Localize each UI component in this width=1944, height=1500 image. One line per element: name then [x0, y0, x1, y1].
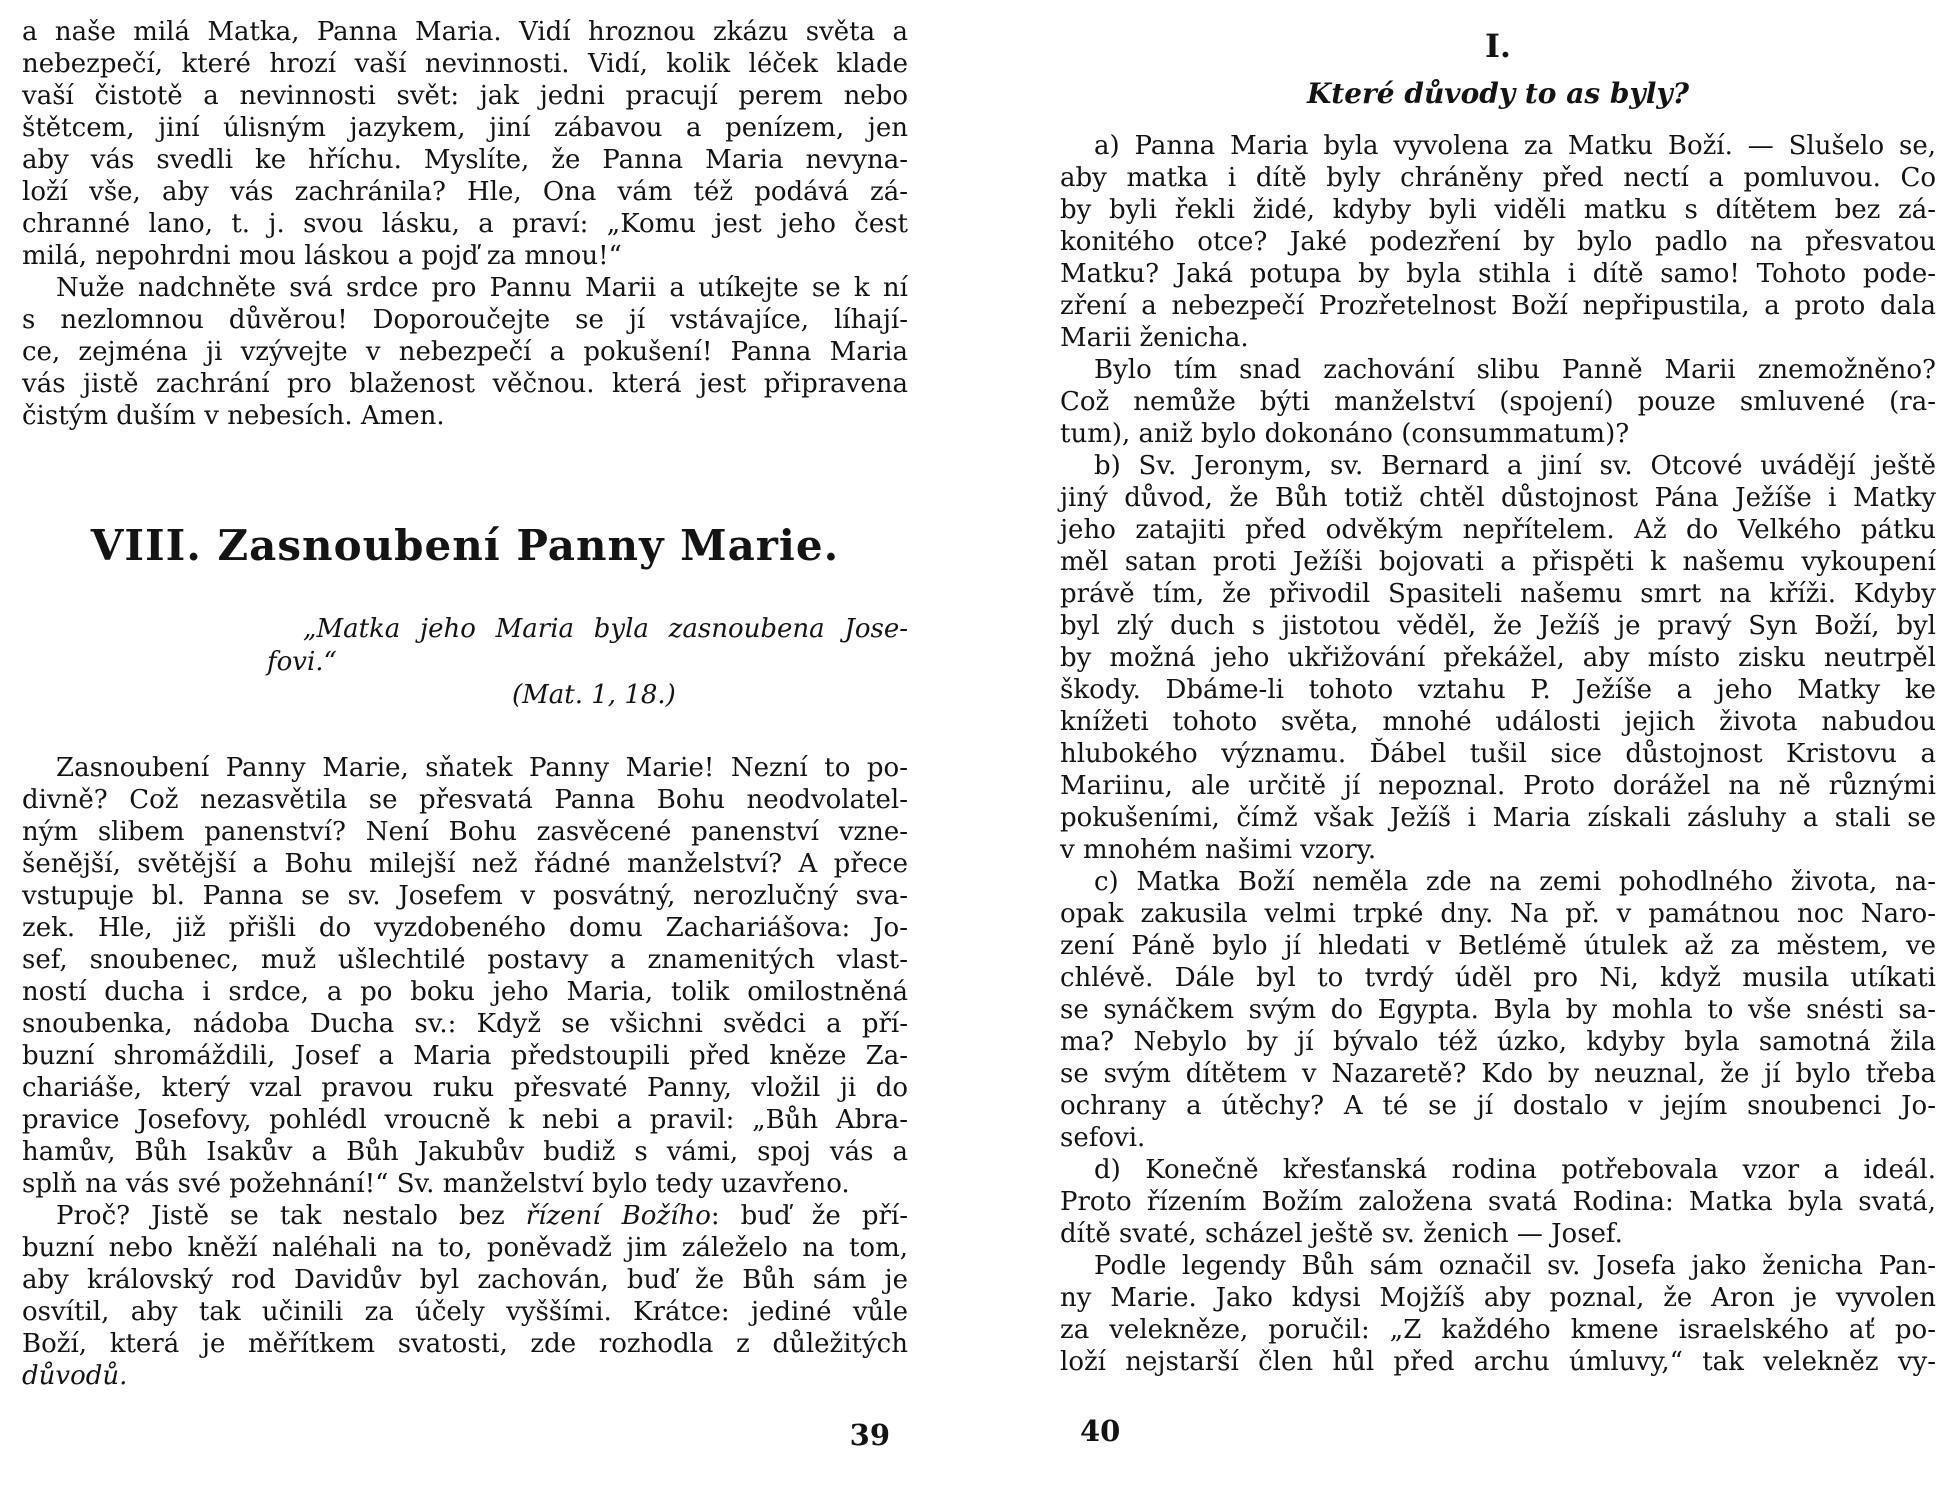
- text-line: snoubenka, nádoba Ducha sv.: Když se všichni svědci a pří-: [22, 1009, 908, 1039]
- text-line: knížeti tohoto světa, mnohé události jejich života nabudou: [1060, 707, 1936, 737]
- text-line: loží vše, aby vás zachránila? Hle, Ona vám též podává zá-: [22, 177, 908, 207]
- text-line: aby matka i dítě byly chráněny před nectí a pomluvou. Co: [1060, 163, 1936, 193]
- text-line: právě tím, že přivodil Spasiteli našemu smrt na kříži. Kdyby: [1060, 579, 1936, 609]
- text-line: opak zakusila velmi trpké dny. Na př. v památnou noc Naro-: [1060, 899, 1936, 929]
- quote-line: „Matka jeho Maria byla zasnoubena Jose-: [303, 614, 908, 644]
- page-number: 40: [1080, 1414, 1121, 1448]
- text-line: Nuže nadchněte svá srdce pro Pannu Marii a utíkejte se k ní: [56, 273, 908, 303]
- text-line: ným slibem panenství? Není Bohu zasvěcené panenství vzne-: [22, 817, 908, 847]
- text-line: konitého otce? Jaké podezření by bylo padlo na přesvatou: [1060, 227, 1936, 257]
- text-line: šenější, světější a Bohu milejší než řádné manželství? A přece: [22, 849, 908, 879]
- text-line: Matku? Jaká potupa by byla stihla i dítě samo! Tohoto pode-: [1060, 259, 1936, 289]
- text-line: za velekněze, poručil: „Z každého kmene israelského ať po-: [1060, 1315, 1936, 1345]
- text-line: splň na vás své požehnání!“ Sv. manželství bylo tedy uzavřeno.: [22, 1169, 850, 1199]
- text-line: jiný důvod, že Bůh totiž chtěl důstojnost Pána Ježíše i Matky: [1060, 483, 1936, 513]
- paragraph-b: [1060, 450, 1936, 866]
- paragraph-exhortation: [22, 272, 908, 432]
- text-line: zek. Hle, již přišli do vyzdobeného domu Zachariášova: Jo-: [22, 913, 908, 943]
- text-line: ochrany a útěchy? A té se jí dostalo v jejím snoubenci Jo-: [1060, 1091, 1936, 1121]
- text-line: a) Panna Maria byla vyvolena za Matku Boží. — Slušelo se,: [1094, 131, 1936, 161]
- section-title: Které důvody to as byly?: [1306, 77, 1690, 110]
- text-line: jeho zatajiti před odvěkým nepřítelem. Až do Velkého pátku: [1060, 515, 1936, 545]
- text-line: zení Páně bylo jí hledati v Betlémě útulek až za městem, ve: [1060, 931, 1936, 961]
- text-line: se svým dítětem v Nazaretě? Kdo by neuznal, že jí bylo třeba: [1060, 1059, 1936, 1089]
- page-right: [1060, 16, 1936, 1448]
- text-line: Zasnoubení Panny Marie, sňatek Panny Marie! Nezní to po-: [56, 753, 908, 783]
- text-line: ma? Nebylo by jí bývalo též úzko, kdyby byla samotná žila: [1060, 1027, 1936, 1057]
- text-line: Proto řízením Božím založena svatá Rodina: Matka byla svatá,: [1060, 1187, 1936, 1217]
- scripture-quote: [267, 613, 908, 712]
- scripture-reference: (Mat. 1, 18.): [512, 680, 676, 710]
- text-line: c) Matka Boží neměla zde na zemi pohodlného života, na-: [1094, 867, 1936, 897]
- paragraph-vow: [1060, 354, 1936, 450]
- text-line: vaší čistotě a nevinnosti svět: jak jedni pracují perem nebo: [22, 81, 908, 111]
- text-line: Což nemůže býti manželství (spojení) pouze smluvené (ra-: [1060, 387, 1936, 417]
- text-line: hlubokého významu. Ďábel tušil sice důstojnost Kristovu a: [1060, 739, 1936, 769]
- text-line: pokušeními, čímž však Ježíš i Maria získali zásluhy a stali se: [1060, 803, 1936, 833]
- text-line: divně? Což nezasvětila se přesvatá Panna Bohu neodvolatel-: [22, 785, 908, 815]
- paragraph-betrothal: [22, 752, 908, 1200]
- text-line: tum), aniž bylo dokonáno (consummatum)?: [1060, 419, 1630, 449]
- text-line: aby vás svedli ke hříchu. Myslíte, že Panna Maria nevyna-: [22, 145, 908, 175]
- text-line: by byli řekli židé, kdyby byli viděli matku s dítětem bez zá-: [1060, 195, 1936, 225]
- text-line: buzní nebo kněží naléhali na to, poněvadž jim záleželo na tom,: [22, 1233, 908, 1263]
- text-line: [22, 1200, 908, 1232]
- paragraph-continuation: [22, 16, 908, 272]
- text-line: chranné lano, t. j. svou lásku, a praví: „Komu jest jeho čest: [22, 209, 908, 239]
- text-line: buzní shromáždili, Josef a Maria předstoupili před kněze Za-: [22, 1041, 908, 1071]
- text-line: milá, nepohrdni mou láskou a pojď za mnou!“: [22, 241, 622, 271]
- text-line: b) Sv. Jeronym, sv. Bernard a jiní sv. Otcové uvádějí ještě: [1094, 451, 1936, 481]
- text-line: Bylo tím snad zachování slibu Panně Marii znemožněno?: [1094, 355, 1936, 385]
- text-line: Podle legendy Bůh sám označil sv. Josefa jako ženicha Pan-: [1094, 1251, 1936, 1281]
- text-line: Mariinu, ale určitě jí nepoznal. Proto dorážel na ně různými: [1060, 771, 1936, 801]
- text-line: štětcem, jiní úlisným jazykem, jiní zábavou a penízem, jen: [22, 113, 908, 143]
- text-line: by možná jeho ukřižování překážel, aby místo zisku neutrpěl: [1060, 643, 1936, 673]
- paragraph-c: [1060, 866, 1936, 1154]
- text-line: s nezlomnou důvěrou! Doporoučejte se jí vstávajíce, líhají-: [22, 305, 908, 335]
- text-line: zření a nebezpečí Prozřetelnost Boží nepřipustila, a proto dala: [1060, 291, 1936, 321]
- text-line: a naše milá Matka, Panna Maria. Vidí hroznou zkázu světa a: [22, 17, 908, 47]
- text-line: aby královský rod Davidův byl zachován, buď že Bůh sám je: [22, 1265, 908, 1295]
- text-line: chlévě. Dále byl to tvrdý úděl pro Ni, když musila utíkati: [1060, 963, 1936, 993]
- text-line: vstupuje bl. Panna se sv. Josefem v posvátný, nerozlučný sva-: [22, 881, 908, 911]
- text-line: loží nejstarší člen hůl před archu úmluvy,“ tak velekněz vy-: [1060, 1347, 1936, 1377]
- text-segment: důvodů.: [22, 1361, 128, 1391]
- text-line: nebezpečí, které hrozí vaší nevinnosti. Vidí, kolik léček klade: [22, 49, 908, 79]
- text-line: Marii ženicha.: [1060, 323, 1249, 353]
- text-line: d) Konečně křesťanská rodina potřebovala vzor a ideál.: [1094, 1155, 1936, 1185]
- text-line: v mnohém našimi vzory.: [1060, 835, 1377, 865]
- text-line: ností ducha i srdce, a po boku jeho Maria, tolik omilostněná: [22, 977, 908, 1007]
- paragraph-d: [1060, 1154, 1936, 1250]
- text-line: ce, zejména ji vzývejte v nebezpečí a pokušení! Panna Maria: [22, 337, 908, 367]
- text-line: sef, snoubenec, muž ušlechtilé postavy a znamenitých vlast-: [22, 945, 908, 975]
- text-line: hamův, Bůh Isakův a Bůh Jakubův budiž s vámi, spoj vás a: [22, 1137, 908, 1167]
- text-segment: Proč? Jistě se tak nestalo bez: [56, 1201, 526, 1231]
- page-left: [22, 16, 909, 1452]
- text-line: vás jistě zachrání pro blaženost věčnou. která jest připravena: [22, 369, 908, 399]
- quote-line: fovi.“: [267, 647, 337, 677]
- chapter-heading: VIII. Zasnoubení Panny Marie.: [90, 521, 840, 570]
- paragraph-a: [1060, 130, 1936, 354]
- text-line: škody. Dbáme-li tohoto vztahu P. Ježíše a jeho Matky ke: [1060, 675, 1936, 705]
- text-line: se synáčkem svým do Egypta. Byla by mohla to vše snésti sa-: [1060, 995, 1936, 1025]
- text-line: ny Marie. Jako kdysi Mojžíš aby poznal, že Aron je vyvolen: [1060, 1283, 1936, 1313]
- text-line: dítě svaté, scházel ještě sv. ženich — Josef.: [1060, 1219, 1623, 1249]
- text-line: osvítil, aby tak učinili za účely vyššími. Krátce: jediné vůle: [22, 1297, 908, 1327]
- text-line: byl zlý duch s jistotou věděl, že Ježíš je pravý Syn Boží, byl: [1060, 611, 1936, 641]
- text-line: měl satan proti Ježíši bojovati a přispěti k našemu vykoupení: [1060, 547, 1936, 577]
- section-numeral: I.: [1484, 27, 1512, 65]
- text-line: chariáše, který vzal pravou ruku přesvaté Panny, vložil ji do: [22, 1073, 908, 1103]
- text-line: [22, 1360, 908, 1392]
- text-segment: : buď že pří-: [710, 1201, 909, 1231]
- page-number: 39: [849, 1418, 890, 1452]
- text-line: sefovi.: [1060, 1123, 1146, 1153]
- text-line: pravice Josefovy, pohlédl vroucně k nebi a pravil: „Bůh Abra-: [22, 1105, 908, 1135]
- text-line: Boží, která je měřítkem svatosti, zde rozhodla z důležitých: [22, 1329, 908, 1359]
- paragraph-legend: [1060, 1250, 1936, 1378]
- text-segment: řízení Božího: [525, 1201, 711, 1231]
- paragraph-why: [22, 1200, 908, 1392]
- text-line: čistým duším v nebesích. Amen.: [22, 401, 445, 431]
